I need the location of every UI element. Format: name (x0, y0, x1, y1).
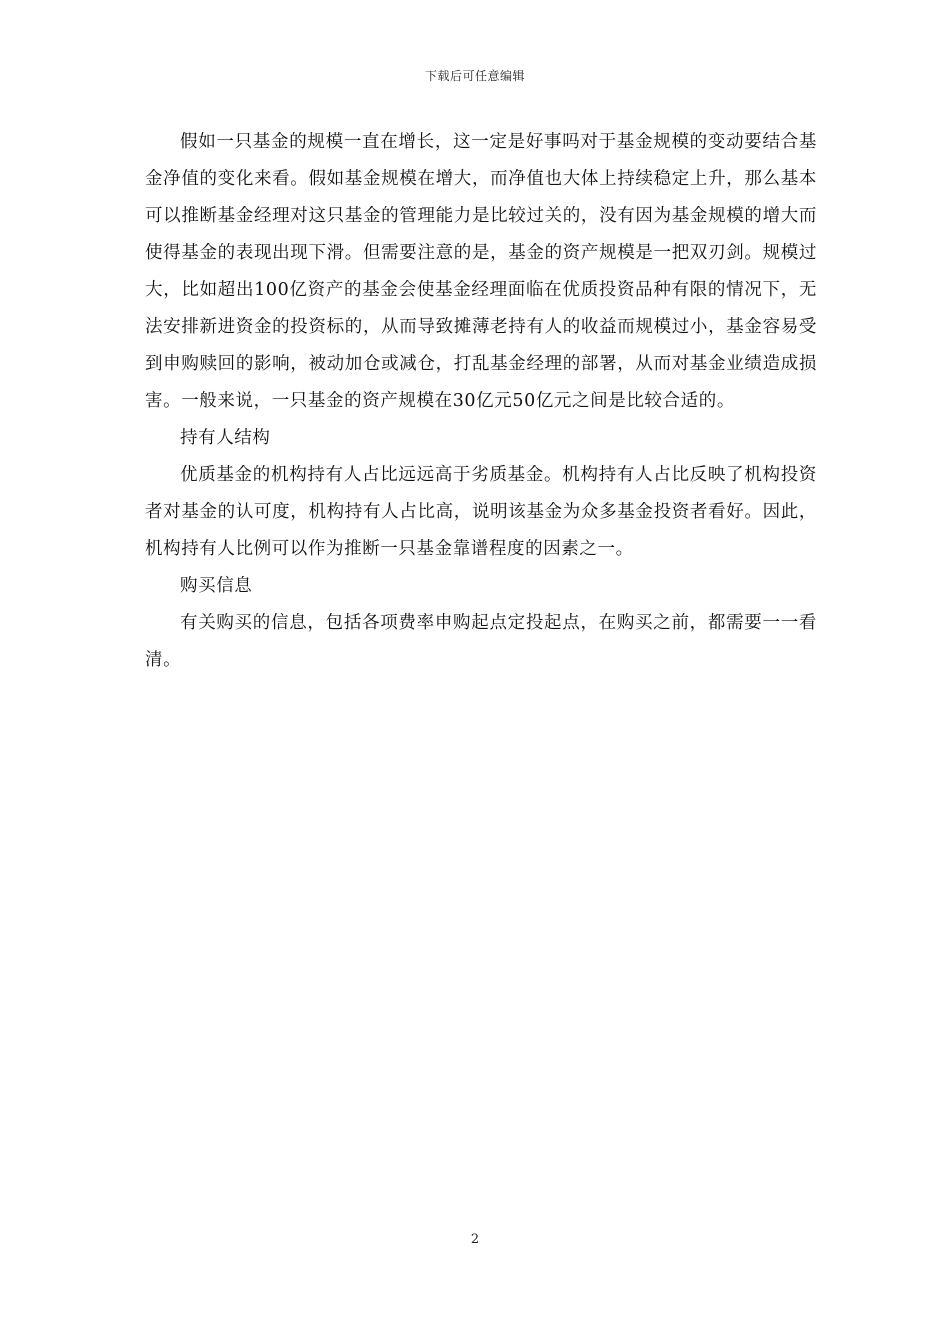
section-heading-purchase-info: 购买信息 (180, 576, 253, 596)
paragraph-fund-size: 假如一只基金的规模一直在增长，这一定是好事吗对于基金规模的变动要结合基金净值的变化来看。假如基金规模在增大，而净值也大体上持续稳定上升，那么基本可以推断基金经理对这只基金的管理能力是比较过关的，没有因为基金规模的增大而使得基金的表现出现下滑。但需要注意的是，基金的资产规模是一把双刃剑。规模过大，比如超出100亿资产的基金会使基金经理面临在优质投资品种有限的情况下，无法安排新进资金的投资标的，从而导致摊薄老持有人的收益而规模过小，基金容易受到申购赎回的影响，被动加仓或减仓，打乱基金经理的部署，从而对基金业绩造成损害。一般来说，一只基金的资产规模在30亿元50亿元之间是比较合适的。 (145, 132, 817, 411)
page-number: 2 (470, 1232, 480, 1247)
section-heading-holder-structure: 持有人结构 (180, 428, 271, 448)
document-body (145, 124, 817, 679)
paragraph-holder-structure: 优质基金的机构持有人占比远远高于劣质基金。机构持有人占比反映了机构投资者对基金的认可度，机构持有人占比高，说明该基金为众多基金投资者看好。因此，机构持有人比例可以作为推断一只基金靠谱程度的因素之一。 (145, 465, 817, 559)
paragraph-purchase-info: 有关购买的信息，包括各项费率申购起点定投起点，在购买之前，都需要一一看清。 (145, 613, 817, 670)
page-header: 下载后可任意编辑 (424, 69, 525, 83)
